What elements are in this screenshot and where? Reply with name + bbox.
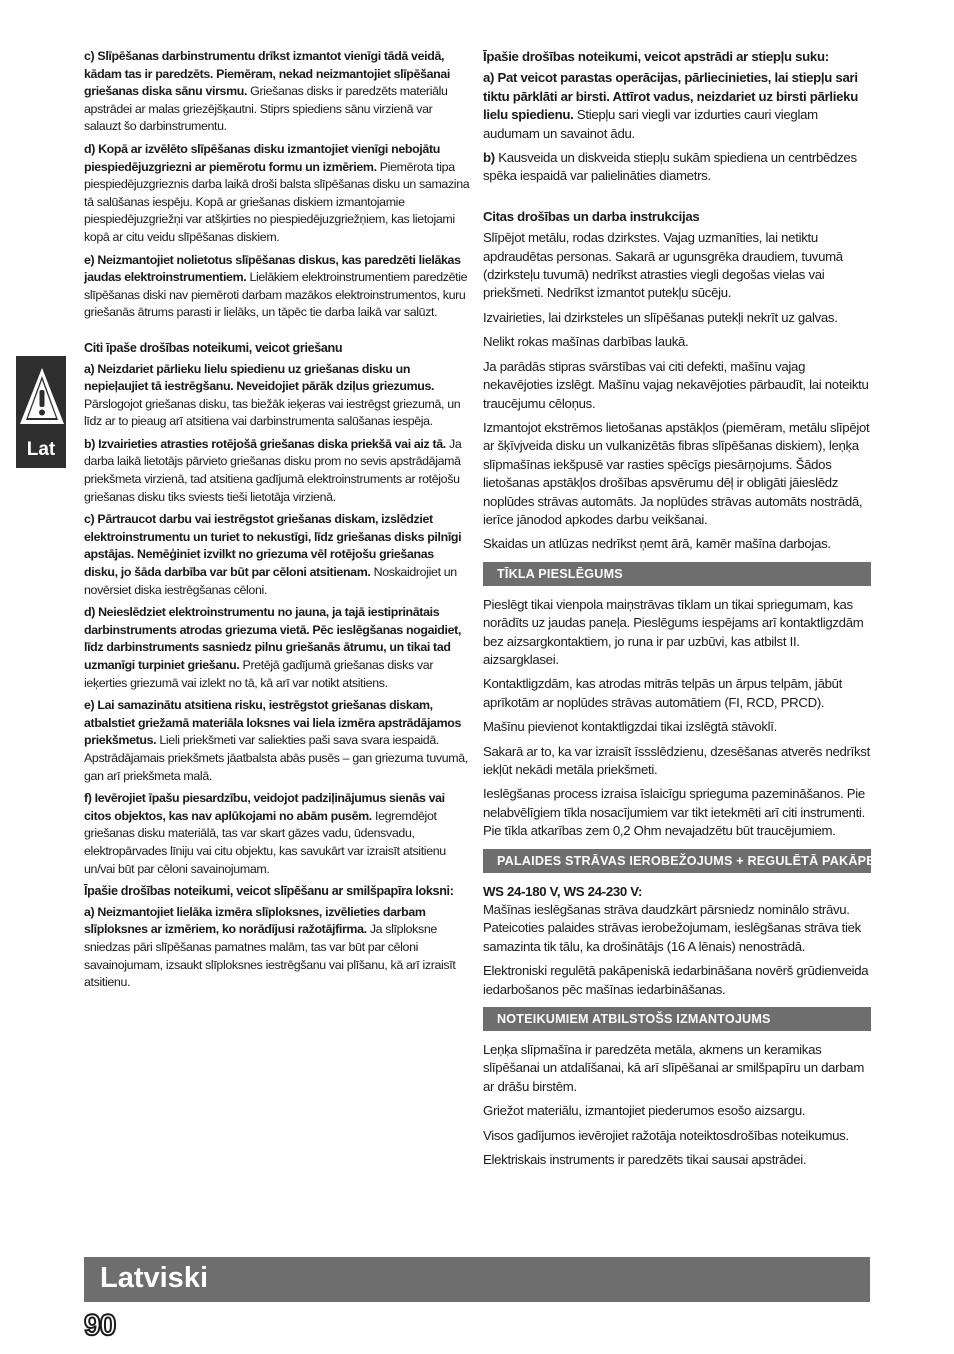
paragraph: Skaidas un atlūzas nedrīkst ņemt ārā, kamēr mašīna darbojas. <box>483 536 831 552</box>
rule-bold: a) Pat veicot parastas operācijas, pārliecinieties, lai stiepļu sari tiktu pārklāti ar birsti. Attīrot vadus, neizdariet uz birsti pārlieku lielu spiedienu. <box>483 70 858 123</box>
grinding-rule-c <box>84 48 470 136</box>
rule-bold: c) Slīpēšanas darbinstrumentu drīkst izmantot vienīgi tādā veidā, kādam tas ir paredzēts. Piemēram, nekad neizmantojiet slīpēšanai griešanas diska sānu virsmu. <box>84 49 450 99</box>
cutting-rule-a <box>84 361 470 431</box>
grinding-rule-d <box>84 141 470 247</box>
paragraph: Elektroniski regulētā pakāpeniskā iedarbināšana novērš grūdienveida iedarbošanos pēc mašīnas iedarbināšanas. <box>483 963 869 997</box>
footer-language-label: Latviski <box>100 1262 208 1294</box>
right-column <box>483 48 915 1176</box>
rule-bold: f) Ievērojiet īpašu piesardzību, veidojot padziļinājumus sienās vai citos objektos, kas nav aplūkojami no abām pusēm. <box>84 791 445 823</box>
rule-bold: e) Lai samazinātu atsitiena risku, iestrēgstot griešanas diskam, atbalstiet griežamā materiāla loksnes vai liela izmēra apstrādājamos priekšmetus. <box>84 698 462 748</box>
cutting-rule-d <box>84 604 470 692</box>
models-heading: WS 24-180 V, WS 24-230 V: <box>483 883 643 899</box>
paragraph: Izvairieties, lai dzirksteles un slīpēšanas putekļi nekrīt uz galvas. <box>483 309 838 325</box>
paragraph: Ieslēgšanas process izraisa īslaicīgu sprieguma pazemināšanos. Pie nelabvēlīgiem tīkla nosacījumiem var tikt ietekmēti arī citi instrumenti. Pie tīkla atkarības zem 0,2 Ohm nevajadzētu būt traucējumiem. <box>483 786 865 839</box>
rule-bold: d) Neieslēdziet elektroinstrumentu no jauna, ja tajā iestiprinātais darbinstruments atrodas griezuma vietā. Pēc ieslēgšanas nogaidiet, līdz darbinstruments sasniedz pilnu griešanās ātrumu, un tikai tad uzmanīgi turpiniet griešanu. <box>84 605 461 672</box>
sanding-rule-a <box>84 904 470 992</box>
rule-text: Ja darba laikā lietotājs pārvieto griešanas disku prom no sevis apstrādājamā priekšmeta virzienā, tad atsitiena gadījumā elektroinstruments ar rotējošu griešanas disku tiks sviests tieši lietotāja virzienā. <box>84 436 462 504</box>
section-band-start-current: PALAIDES STRĀVAS IEROBEŽOJUMS + REGULĒTĀ PAKĀPENISKĀ <box>483 849 871 873</box>
paragraph: Kontaktligzdām, kas atrodas mitrās telpās un ārpus telpām, jābūt aprīkotām ar noplūdes strāvas automātiem (FI, RCD, PRCD). <box>483 676 843 710</box>
paragraph: Pieslēgt tikai vienpola maiņstrāvas tīklam un tikai spriegumam, kas norādīts uz jaudas paneļa. Pieslēgums iespējams arī kontaktligzdām bez aizsargkontaktiem, jo runa ir par uzbūvi, kas atbilst II. aizsargklasei. <box>483 596 864 667</box>
grinding-rule-e <box>84 252 470 322</box>
wire-brush-heading: Īpašie drošības noteikumi, veicot apstrādi ar stiepļu suku: <box>483 49 829 64</box>
cutting-rule-e <box>84 697 470 785</box>
language-side-tab <box>16 356 66 468</box>
rule-bold: d) Kopā ar izvēlēto slīpēšanas disku izmantojiet vienīgi nebojātu piespiedējuzgriezni ar piemērotu formu un izmēriem. <box>84 141 440 174</box>
rule-text: Piemērota tipa piespiedējuzgrieznis darba laikā droši balsta slīpēšanas disku un samazina tā salūšanas iespēju. Kopā ar griešanas diskiem izmantojamie piespiedējuzgriežņi var atšķirties no piespiedējuzgriežņiem, kas lietojami kopā ar citu veidu slīpēšanas diskiem. <box>84 159 470 244</box>
rule-text: Pretējā gadījumā griešanas disks var ieķerties griezumā vai izlekt no tā, kā arī var notikt atsitiens. <box>84 658 434 690</box>
paragraph: Ja parādās stipras svārstības vai citi defekti, mašīnu vajag nekavējoties izslēgt. Mašīnu vajag nekavējoties pārbaudīt, lai noteiktu traucējumu cēloņus. <box>483 358 869 411</box>
language-tab-label: Lat <box>26 439 56 460</box>
rule-bold: b) Izvairieties atrasties rotējošā griešanas diska priekšā vai aiz tā. <box>84 436 446 451</box>
warning-triangle-icon <box>18 364 66 432</box>
cutting-rule-b <box>84 436 470 506</box>
sanding-safety-heading: Īpašie drošības noteikumi, veicot slīpēšanu ar smilšpapīra loksni: <box>84 884 454 899</box>
paragraph: Mašīnas ieslēgšanas strāva daudzkārt pārsniedz nominālo strāvu. Pateicoties palaides strāvas ierobežojumam, ieslēgšanas strāva tiek samazinta tik tālu, ka drošinātājs (16 A lēnais) nenostrādā. <box>483 902 861 954</box>
other-instructions-heading: Citas drošības un darba instrukcijas <box>483 208 700 224</box>
rule-text: Ja slīploksne sniedzas pāri slīpēšanas pamatnes malām, tas var būt par cēloni savainojumam, izsaukt slīploksnes iestrēgšanu vai plīšanu, kā arī izraisīt atsitienu. <box>84 922 456 990</box>
brush-rule-a <box>483 69 871 143</box>
page-number: 90 <box>84 1309 116 1342</box>
rule-bold: c) Pārtraucot darbu vai iestrēgstot griešanas diskam, izslēdziet elektroinstrumentu un turiet to nekustīgi, līdz griešanas disks pilnīgi apstājas. Nemēģiniet izvilkt no griezuma vēl rotējošu griešanas disku, jo šāda darbība var būt par cēloni atsitienam. <box>84 512 462 580</box>
paragraph: Izmantojot ekstrēmos lietošanas apstākļos (piemēram, metālu slīpējot ar šķīvjveida disku un vulkanizētās fibras slīpēšanas diskiem), leņķa slīpmašīnas iekšpusē var rasties spēcīgs piesārņojums. Šādos lietošanas apstākļos drošības apsvērumu dēļ ir obligāti jāieslēdz noplūdes strāvas automāts. Ja noplūdes strāvas automāts nostrādā, ierīce jānodod apkodes darbu veikšanai. <box>483 419 870 527</box>
paragraph: Mašīnu pievienot kontaktligzdai tikai izslēgtā stāvoklī. <box>483 719 777 735</box>
paragraph: Nelikt rokas mašīnas darbības laukā. <box>483 334 689 350</box>
section-band-mains-connection: TĪKLA PIESLĒGUMS <box>483 562 871 586</box>
rule-text: Griešanas disks ir paredzēts materiālu apstrādei ar malas griezējšķautni. Stiprs spiediens sānu virzienā var salauzt šo darbinstrumentu. <box>84 84 448 134</box>
paragraph: Elektriskais instruments ir paredzēts tikai sausai apstrādei. <box>483 1152 807 1168</box>
rule-bold: b) <box>483 150 495 166</box>
paragraph: Sakarā ar to, ka var izraisīt īssslēdzienu, dzesēšanas atverēs nedrīkst iekļūt nekādi metāla priekšmeti. <box>483 743 870 777</box>
cutting-safety-heading: Citi īpaše drošības noteikumi, veicot griešanu <box>84 340 343 355</box>
left-column <box>84 48 470 997</box>
rule-text: Stiepļu sari viegli var izdurties cauri vieglam audumam un savainot ādu. <box>483 107 818 141</box>
paragraph: Leņķa slīpmašīna ir paredzēta metāla, akmens un keramikas slīpēšanai un atdalīšanai, kā arī slīpēšanai ar smilšpapīru un darbam ar drāšu birstēm. <box>483 1042 865 1094</box>
cutting-rule-c <box>84 511 470 599</box>
rule-text: Noskaidrojiet un novērsiet diska iestrēgšanas cēloni. <box>84 565 457 597</box>
brush-rule-b <box>483 149 871 186</box>
rule-text: Lielākiem elektroinstrumentiem paredzētie slīpēšanas diski nav piemēroti darbam mazākos elektroinstrumentos, kuru griešanās ātrums parasti ir lielāks, un tāpēc tie darba laikā var salūzt. <box>84 270 468 320</box>
rule-bold: e) Neizmantojiet nolietotus slīpēšanas diskus, kas paredzēti lielākas jaudas elektroinstrumentiem. <box>84 252 461 285</box>
rule-text: Kausveida un diskveida stiepļu sukām spiediena un centrbēdzes spēka iespaidā var palielināties diametrs. <box>483 150 857 184</box>
section-band-intended-use: NOTEIKUMIEM ATBILSTOŠS IZMANTOJUMS <box>483 1007 871 1031</box>
rule-text: Iegremdējot griešanas disku materiālā, tas var skart gāzes vadu, ūdensvadu, elektropārvades līniju vai citu objektu, kas savukārt var izraisīt atsitienu un/vai būt par cēloni savainojumam. <box>84 808 446 876</box>
rule-text: Lieli priekšmeti var saliekties paši sava svara iespaidā. Apstrādājamais priekšmets jāatbalsta abās pusēs – gan griezuma tuvumā, gan arī priekšmeta malā. <box>84 733 468 783</box>
rule-text: Pārslogojot griešanas disku, tas biežāk ieķeras vai iestrēgst griezumā, un līdz ar to pieaug arī atsitiena vai darbinstrumenta salūšanas iespēja. <box>84 396 461 429</box>
footer-language-bar <box>84 1257 870 1302</box>
paragraph: Visos gadījumos ievērojiet ražotāja noteiktosdrošības noteikumus. <box>483 1127 849 1143</box>
rule-bold: a) Neizmantojiet lielāka izmēra slīploksnes, izvēlieties darbam slīploksnes ar izmēriem, ko norādījusi ražotājfirma. <box>84 904 426 937</box>
paragraph: Slīpējot metālu, rodas dzirkstes. Vajag uzmanīties, lai netiktu apdraudētas personas. Sakarā ar ugunsgrēka draudiem, tuvumā (dzirksteļu tuvumā) nedrīkst atrasties viegli degošas vielas vai priekšmeti. Nedrīkst izmantot putekļu sūcēju. <box>483 230 843 301</box>
rule-bold: a) Neizdariet pārlieku lielu spiedienu uz griešanas disku un nepieļaujiet tā iestrēgšanu. Neveidojiet pārāk dziļus griezumus. <box>84 361 435 394</box>
paragraph: Griežot materiālu, izmantojiet piederumos esošo aizsargu. <box>483 1103 806 1119</box>
cutting-rule-f <box>84 790 470 878</box>
